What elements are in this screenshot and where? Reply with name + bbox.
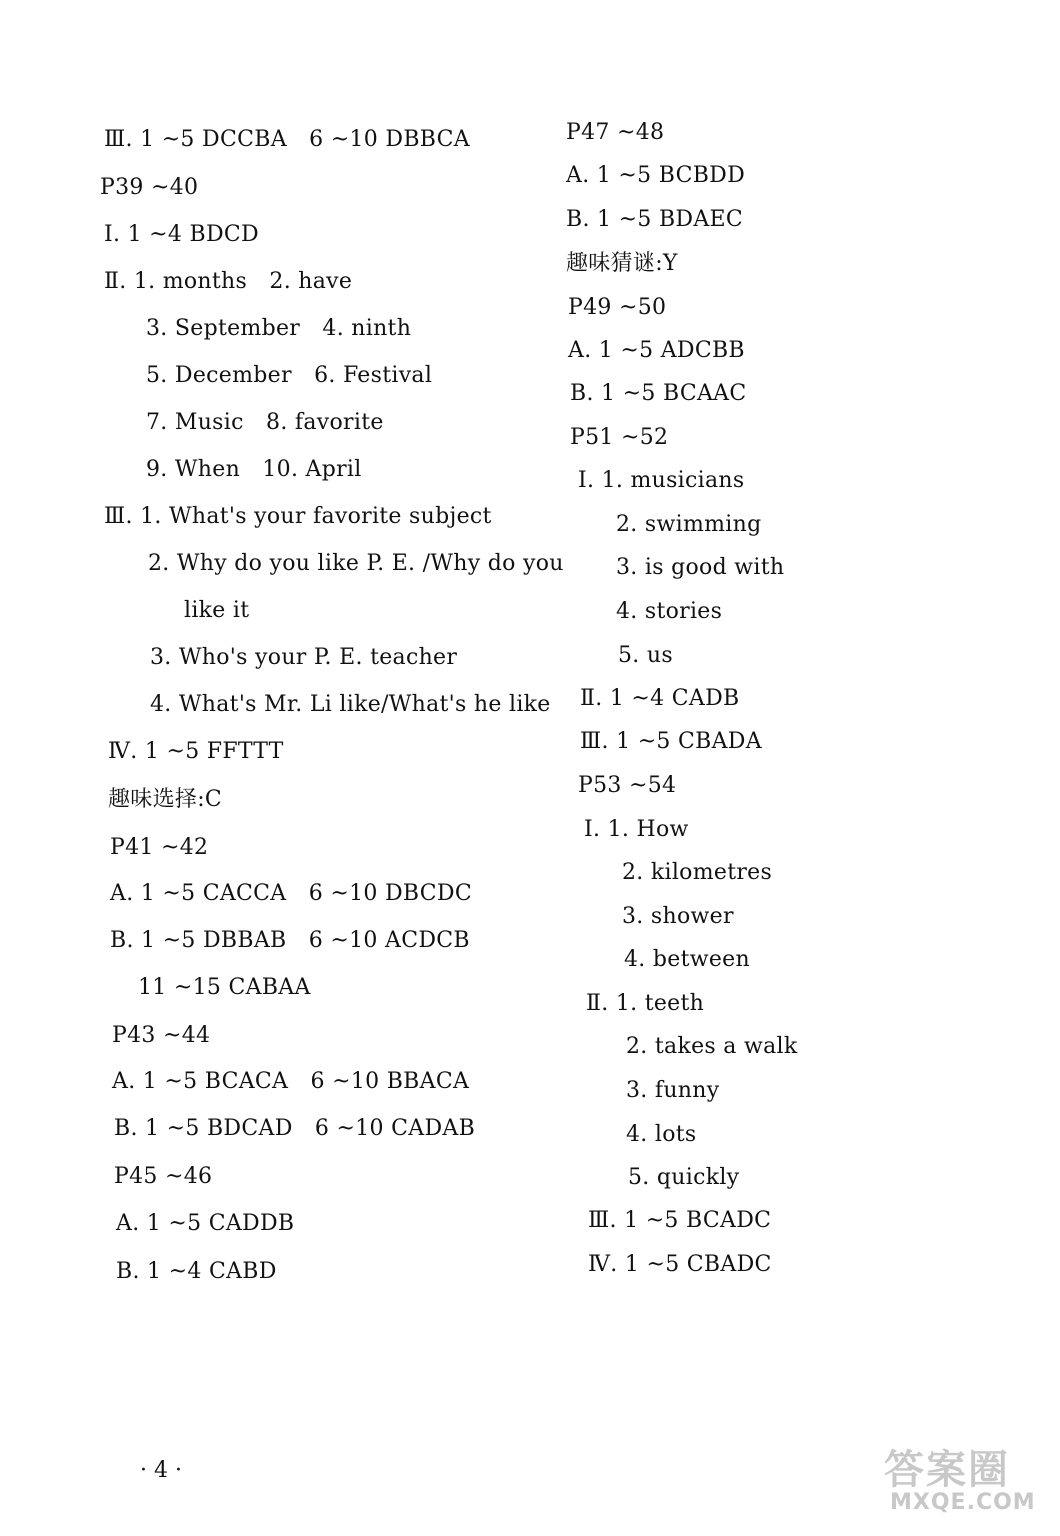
answer-line: A. 1 ~5 BCACA 6 ~10 BBACA: [112, 1069, 470, 1094]
answer-line: 4. What's Mr. Li like/What's he like: [150, 692, 551, 717]
answer-line: A. 1 ~5 CADDB: [116, 1211, 295, 1236]
answer-line: A. 1 ~5 ADCBB: [568, 338, 745, 363]
answer-line: B. 1 ~4 CABD: [116, 1259, 277, 1284]
watermark-logo-text: 答案圈: [884, 1447, 1010, 1493]
answer-line: Ⅲ. 1 ~5 DCCBA 6 ~10 DBBCA: [104, 127, 470, 152]
answer-line: 2. kilometres: [622, 860, 773, 885]
answer-line: 7. Music 8. favorite: [146, 410, 384, 435]
answer-line: Ⅳ. 1 ~5 CBADC: [588, 1252, 772, 1277]
page-range-heading: P53 ~54: [578, 773, 677, 798]
answer-line: 11 ~15 CABAA: [138, 975, 311, 1000]
page-range-heading: P39 ~40: [100, 175, 199, 200]
answer-line: Ⅰ. 1. How: [584, 817, 689, 842]
answer-line: Ⅱ. 1 ~4 CADB: [580, 686, 740, 711]
page-range-heading: P51 ~52: [570, 425, 669, 450]
answer-line: 5. quickly: [628, 1165, 740, 1190]
page-number: · 4 ·: [140, 1458, 182, 1483]
answer-line: Ⅲ. 1 ~5 BCADC: [588, 1208, 772, 1233]
answer-line: Ⅳ. 1 ~5 FFTTT: [108, 739, 284, 764]
answer-line: 4. between: [624, 947, 750, 972]
answer-line: 9. When 10. April: [146, 457, 362, 482]
answer-line: 3. September 4. ninth: [146, 316, 412, 341]
answer-line: like it: [184, 598, 250, 623]
answer-line: B. 1 ~5 DBBAB 6 ~10 ACDCB: [110, 928, 470, 953]
bonus-riddle: 趣味猜谜:Y: [566, 251, 678, 276]
page-range-heading: P43 ~44: [112, 1023, 211, 1048]
answer-line: Ⅲ. 1 ~5 CBADA: [580, 729, 762, 754]
answer-line: A. 1 ~5 CACCA 6 ~10 DBCDC: [110, 881, 472, 906]
answer-line: A. 1 ~5 BCBDD: [566, 163, 746, 188]
answer-line: B. 1 ~5 BDAEC: [566, 207, 744, 232]
answer-line: 5. us: [618, 643, 673, 668]
answer-line: 4. stories: [616, 599, 723, 624]
answer-line: B. 1 ~5 BCAAC: [570, 381, 747, 406]
answer-line: Ⅰ. 1. musicians: [578, 468, 745, 493]
page-range-heading: P45 ~46: [114, 1164, 213, 1189]
site-watermark: [876, 1436, 1046, 1526]
watermark-domain: MXQE.COM: [890, 1490, 1036, 1515]
answer-line: 2. takes a walk: [626, 1034, 798, 1059]
answer-line: 3. shower: [622, 904, 734, 929]
answer-line: 2. Why do you like P. E. /Why do you: [148, 551, 564, 576]
answer-line: 3. funny: [626, 1078, 720, 1103]
answer-line: 2. swimming: [616, 512, 762, 537]
answer-line: 3. Who's your P. E. teacher: [150, 645, 458, 670]
answer-line: 5. December 6. Festival: [146, 363, 433, 388]
answer-line: 4. lots: [626, 1122, 697, 1147]
page-range-heading: P49 ~50: [568, 295, 667, 320]
answer-line: Ⅱ. 1. teeth: [586, 991, 705, 1016]
answer-line: B. 1 ~5 BDCAD 6 ~10 CADAB: [114, 1116, 476, 1141]
answer-line: Ⅲ. 1. What's your favorite subject: [104, 504, 492, 529]
page-range-heading: P41 ~42: [110, 835, 209, 860]
answer-line: Ⅰ. 1 ~4 BDCD: [104, 222, 259, 247]
bonus-choice: 趣味选择:C: [108, 787, 223, 812]
answer-line: Ⅱ. 1. months 2. have: [104, 269, 353, 294]
page-range-heading: P47 ~48: [566, 120, 665, 145]
answer-line: 3. is good with: [616, 555, 785, 580]
